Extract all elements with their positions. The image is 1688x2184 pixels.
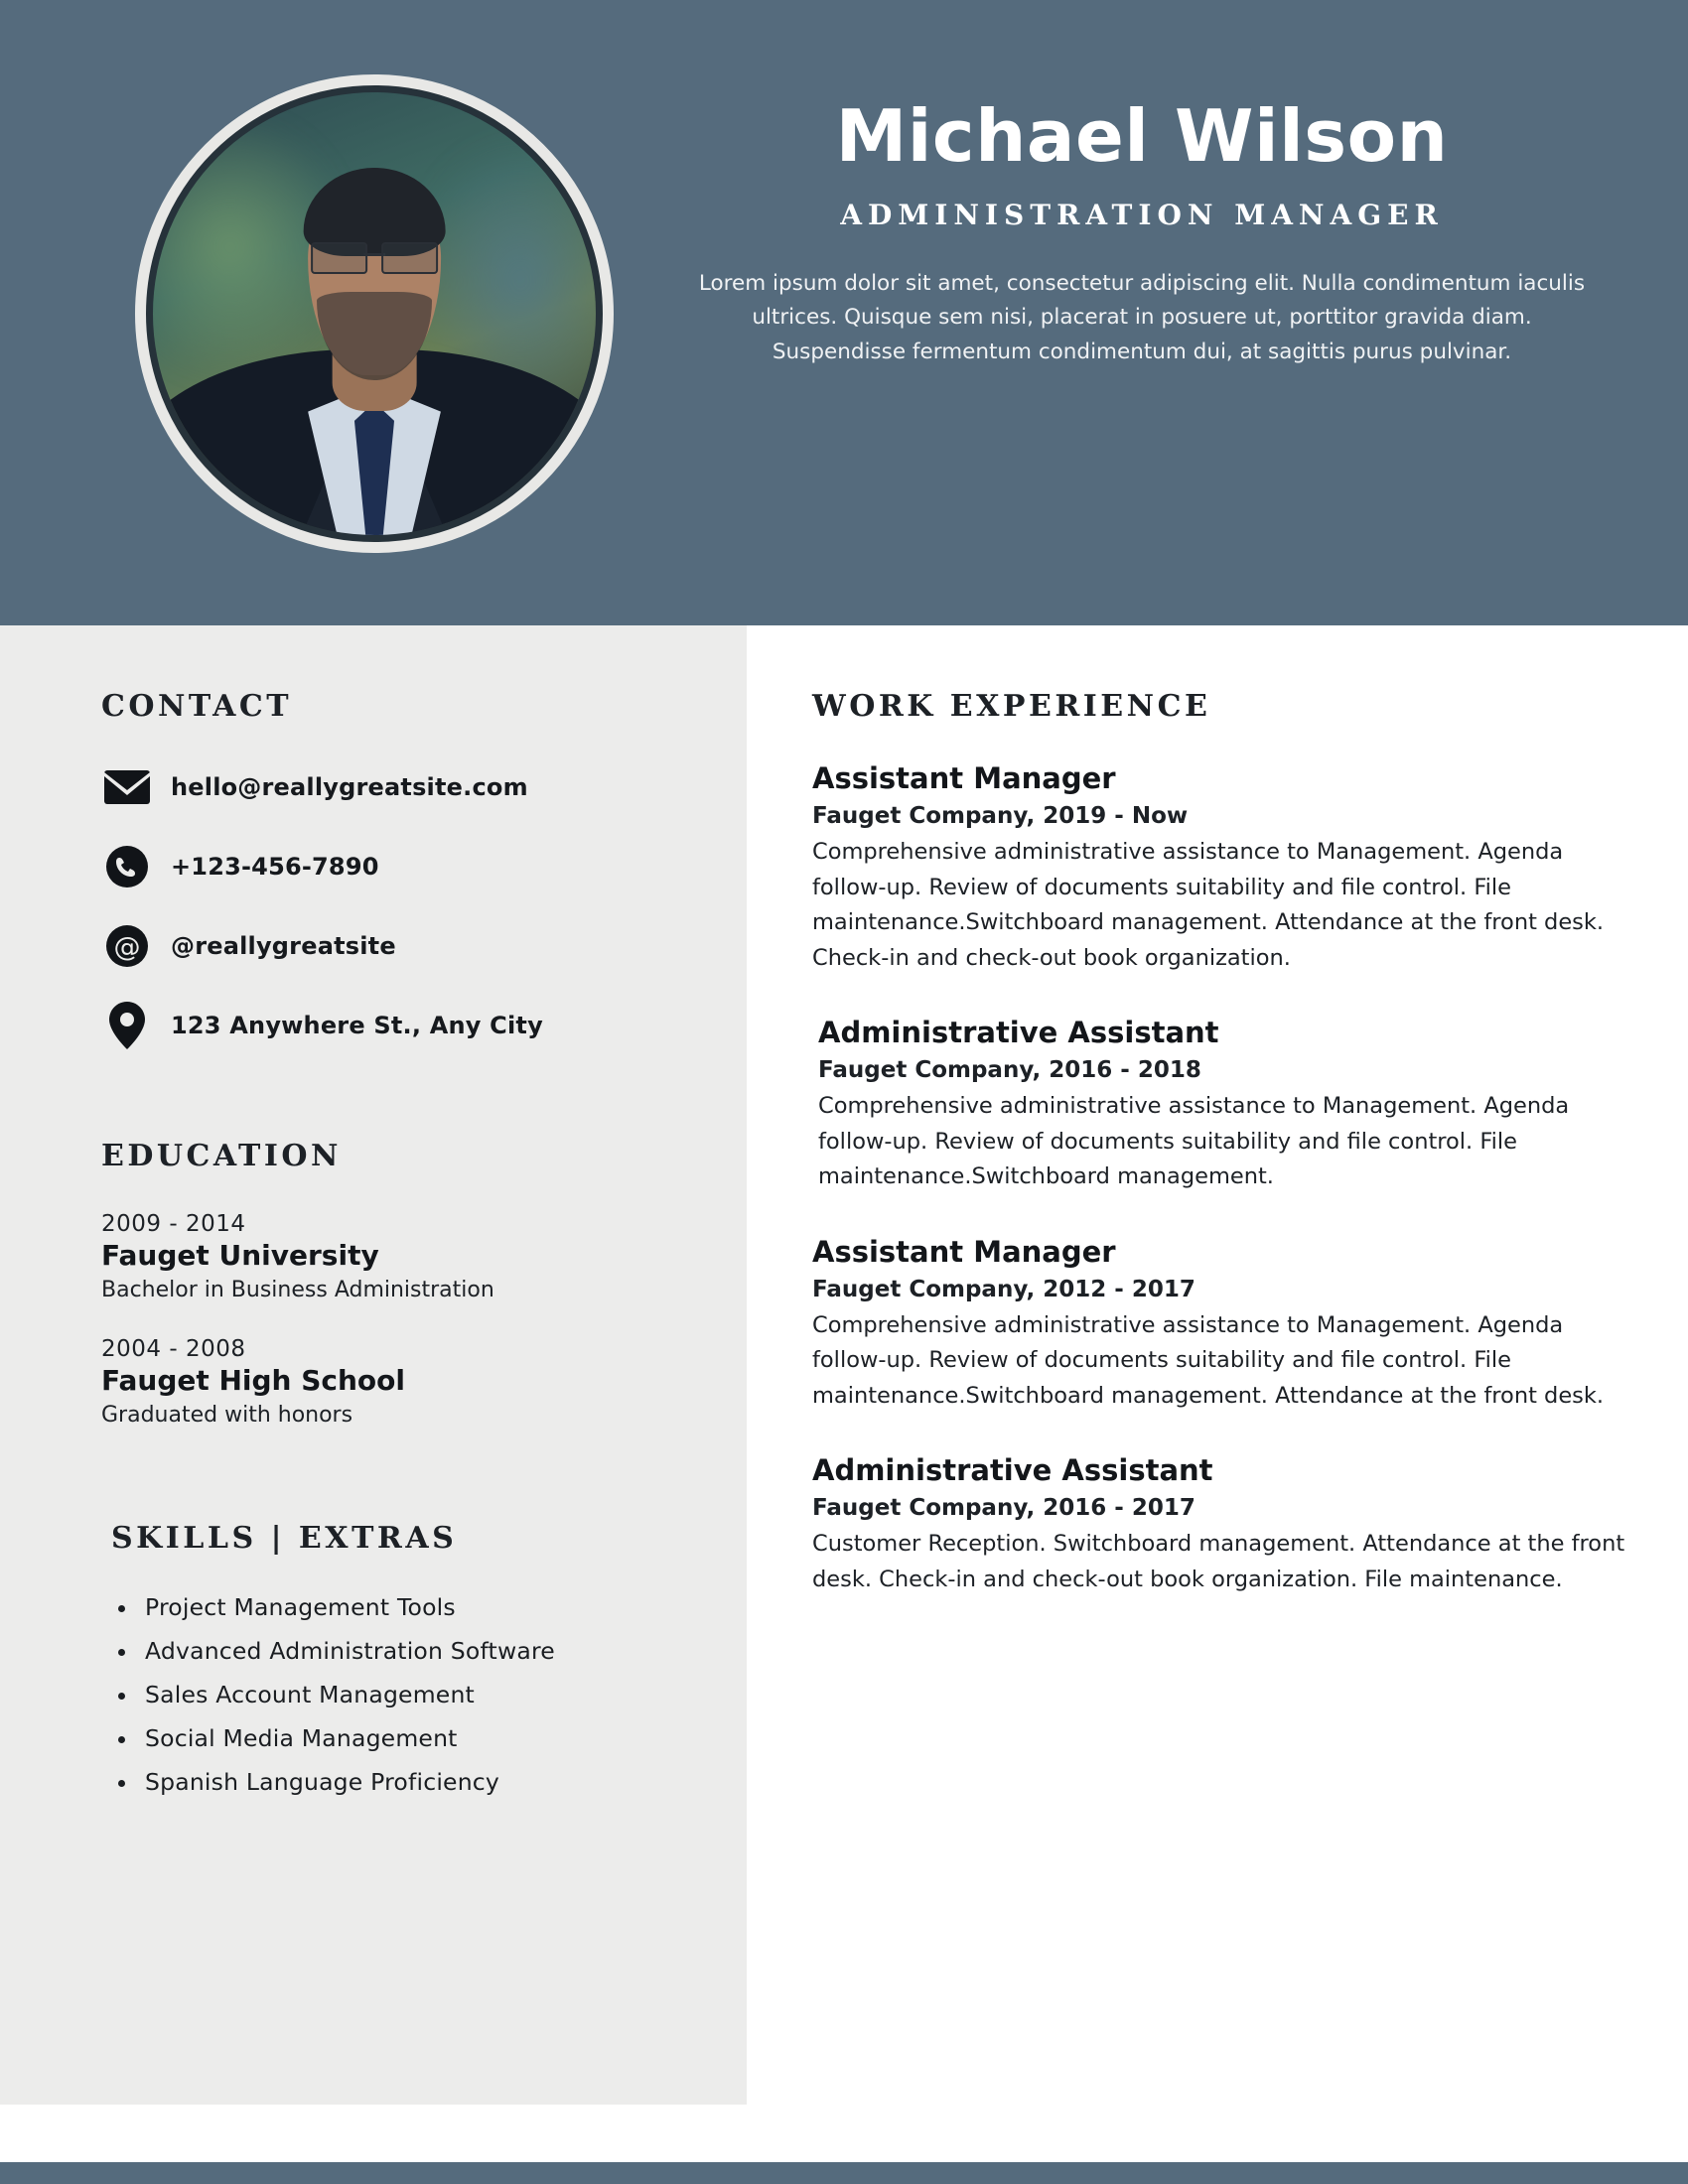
list-item: • Sales Account Management bbox=[139, 1681, 697, 1708]
at-sign-icon bbox=[101, 920, 153, 972]
skills-section bbox=[0, 1521, 747, 1796]
location-pin-icon bbox=[101, 1000, 153, 1051]
experience-meta: Fauget Company, 2016 - 2017 bbox=[812, 1495, 1196, 1522]
list-item: • Spanish Language Proficiency bbox=[139, 1768, 697, 1796]
experience-item bbox=[812, 1453, 1628, 1597]
avatar bbox=[111, 71, 637, 556]
experience-description: Comprehensive administrative assistance to Management. Agenda follow-up. Review of documents suitability and file control. File maintenance.Switchboard management. Attendance at the front desk. bbox=[812, 1311, 1605, 1409]
contact-section bbox=[0, 689, 747, 1051]
envelope-icon bbox=[101, 761, 153, 813]
experience-role: Assistant Manager bbox=[812, 1234, 1116, 1269]
main-content bbox=[747, 625, 1688, 2184]
contact-item-address[interactable] bbox=[101, 1000, 697, 1051]
page-title: Michael Wilson bbox=[835, 94, 1449, 178]
experience-description: Customer Reception. Switchboard management. Attendance at the front desk. Check-in and check-out book organization. File maintenance. bbox=[812, 1531, 1625, 1593]
glasses-icon bbox=[308, 238, 441, 274]
experience-meta: Fauget Company, 2012 - 2017 bbox=[812, 1276, 1196, 1302]
contact-address-text: 123 Anywhere St., Any City bbox=[171, 1012, 543, 1039]
contact-email-text: hello@reallygreatsite.com bbox=[171, 773, 528, 801]
experience-item bbox=[812, 761, 1628, 976]
education-degree: Bachelor in Business Administration bbox=[101, 1278, 494, 1302]
header-text-block bbox=[695, 94, 1589, 370]
avatar-ring bbox=[135, 74, 614, 553]
experience-role: Assistant Manager bbox=[812, 761, 1116, 795]
phone-icon bbox=[101, 841, 153, 892]
education-years: 2004 - 2008 bbox=[101, 1336, 246, 1362]
skills-section-title: SKILLS | EXTRAS bbox=[111, 1521, 458, 1556]
experience-description: Comprehensive administrative assistance to Management. Agenda follow-up. Review of documents suitability and file control. File maintenance.Switchboard management. bbox=[818, 1093, 1570, 1190]
experience-item bbox=[812, 1016, 1628, 1195]
experience-role: Administrative Assistant bbox=[818, 1016, 1219, 1050]
skills-list bbox=[101, 1593, 697, 1796]
education-school: Fauget High School bbox=[101, 1364, 406, 1397]
experience-section-title: WORK EXPERIENCE bbox=[812, 689, 1211, 724]
profile-summary: Lorem ipsum dolor sit amet, consectetur adipiscing elit. Nulla condimentum iaculis ultrices. Quisque sem nisi, placerat in posuere ut, porttitor gravida diam. Suspendisse fermentum condimentum dui, at sagittis purus pulvinar. bbox=[698, 270, 1586, 365]
sidebar bbox=[0, 625, 747, 2105]
list-item: • Social Media Management bbox=[139, 1724, 697, 1752]
experience-section bbox=[747, 689, 1688, 1598]
contact-item-phone[interactable] bbox=[101, 841, 697, 892]
job-title: ADMINISTRATION MANAGER bbox=[840, 198, 1444, 231]
contact-item-social[interactable] bbox=[101, 920, 697, 972]
resume-header bbox=[0, 0, 1688, 625]
experience-item bbox=[812, 1235, 1628, 1415]
footer-bar bbox=[0, 2162, 1688, 2184]
experience-role: Administrative Assistant bbox=[812, 1453, 1213, 1488]
contact-social-text: @reallygreatsite bbox=[171, 932, 396, 960]
education-degree: Graduated with honors bbox=[101, 1403, 353, 1428]
list-item: • Project Management Tools bbox=[139, 1593, 697, 1621]
svg-text:@: @ bbox=[113, 932, 141, 963]
contact-list bbox=[101, 761, 697, 1051]
education-section bbox=[0, 1139, 747, 1428]
avatar-image bbox=[153, 92, 596, 535]
list-item: • Advanced Administration Software bbox=[139, 1637, 697, 1665]
education-section-title: EDUCATION bbox=[101, 1139, 342, 1173]
education-entry bbox=[101, 1336, 697, 1428]
contact-section-title: CONTACT bbox=[101, 689, 293, 724]
experience-meta: Fauget Company, 2019 - Now bbox=[812, 803, 1189, 829]
education-entry bbox=[101, 1211, 697, 1302]
contact-phone-text: +123-456-7890 bbox=[171, 853, 379, 881]
contact-item-email[interactable] bbox=[101, 761, 697, 813]
experience-description: Comprehensive administrative assistance to Management. Agenda follow-up. Review of documents suitability and file control. File maintenance.Switchboard management. Attendance at the front desk. Check-in and check-out book organization. bbox=[812, 839, 1605, 971]
education-school: Fauget University bbox=[101, 1239, 379, 1272]
experience-meta: Fauget Company, 2016 - 2018 bbox=[818, 1057, 1201, 1084]
education-years: 2009 - 2014 bbox=[101, 1211, 246, 1237]
